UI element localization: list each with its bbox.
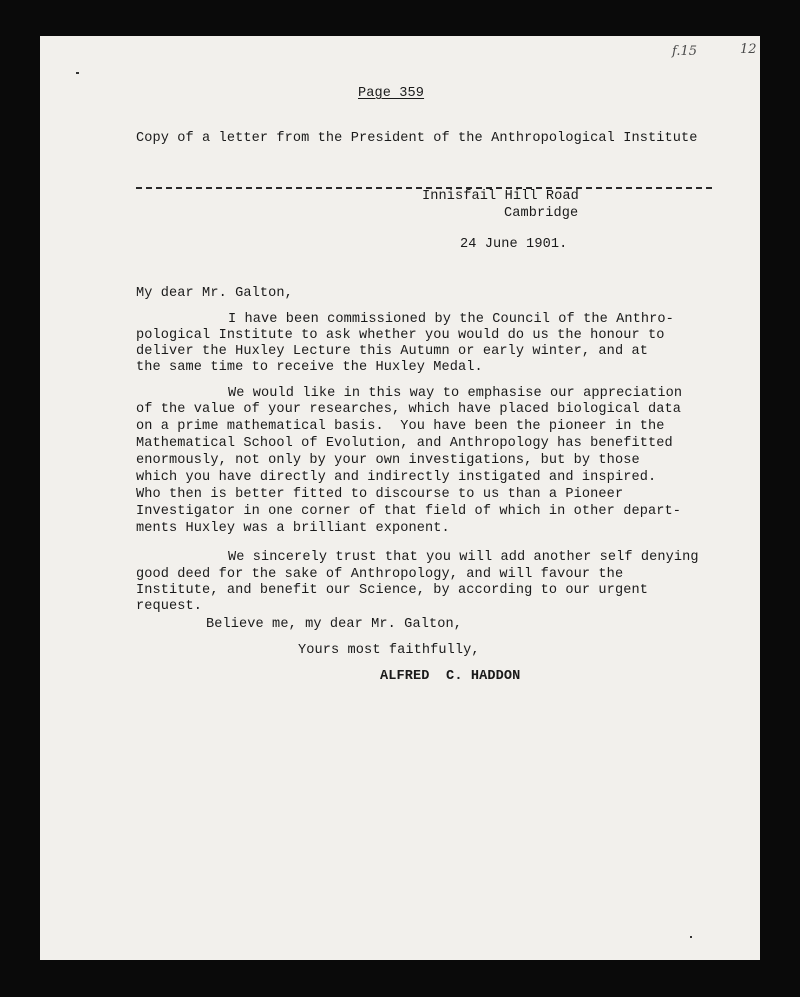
page-number-annotation: 12	[740, 42, 757, 57]
text-line: pological Institute to ask whether you would do us the honour to	[136, 328, 665, 343]
text-line: ments Huxley was a brilliant exponent.	[136, 521, 450, 536]
letter-date: 24 June 1901.	[460, 237, 568, 252]
closing-line: Believe me, my dear Mr. Galton,	[206, 617, 462, 632]
text-line: enormously, not only by your own investigations, but by those	[136, 453, 640, 468]
text-line: Investigator in one corner of that field of which in other depart-	[136, 504, 681, 519]
letter-subtitle: Copy of a letter from the President of the Anthropological Institute	[136, 131, 698, 146]
address-line-2: Cambridge	[504, 206, 579, 221]
text-line: Who then is better fitted to discourse to us than a Pioneer	[136, 487, 624, 502]
text-line: deliver the Huxley Lecture this Autumn or early winter, and at	[136, 344, 648, 359]
text-line: Institute, and benefit our Science, by according to our urgent	[136, 583, 648, 598]
text-line: Mathematical School of Evolution, and Anthropology has benefitted	[136, 436, 673, 451]
document-page	[40, 36, 760, 960]
text-line: on a prime mathematical basis. You have been the pioneer in the	[136, 419, 665, 434]
text-line: We would like in this way to emphasise our appreciation	[228, 386, 683, 401]
ink-speck	[690, 936, 692, 938]
text-line: good deed for the sake of Anthropology, and will favour the	[136, 567, 624, 582]
text-line: the same time to receive the Huxley Medal.	[136, 360, 483, 375]
signature: ALFRED C. HADDON	[380, 669, 521, 684]
page-heading: Page 359	[358, 86, 425, 101]
text-line: which you have directly and indirectly instigated and inspired.	[136, 470, 657, 485]
address-line-1: Innisfail Hill Road	[422, 189, 579, 204]
text-line: request.	[136, 599, 203, 614]
ink-speck	[76, 72, 79, 74]
valediction: Yours most faithfully,	[298, 643, 480, 658]
text-line: I have been commissioned by the Council of the Anthro-	[228, 312, 674, 327]
salutation: My dear Mr. Galton,	[136, 286, 293, 301]
text-line: of the value of your researches, which have placed biological data	[136, 402, 681, 417]
text-line: We sincerely trust that you will add another self denying	[228, 550, 699, 565]
folio-annotation: f.15	[672, 44, 698, 59]
